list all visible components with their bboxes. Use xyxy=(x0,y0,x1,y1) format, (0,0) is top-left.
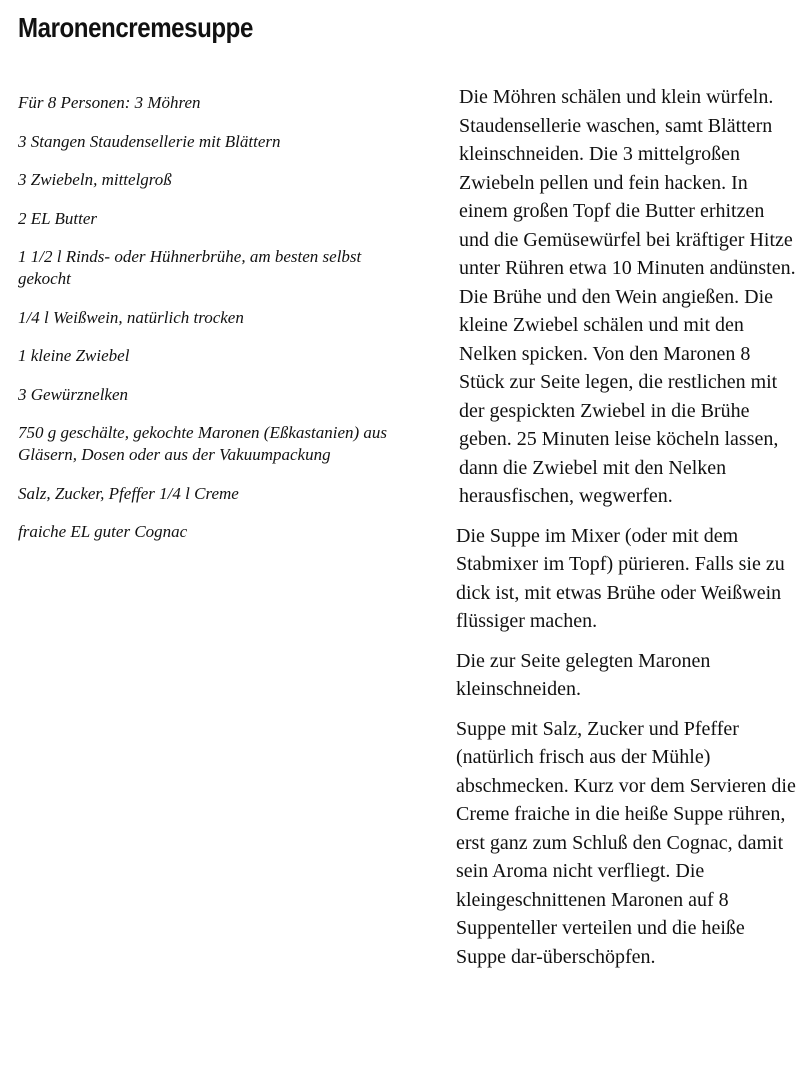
ingredient-item: Salz, Zucker, Pfeffer 1/4 l Creme xyxy=(18,483,239,503)
ingredient-item: 1 kleine Zwiebel xyxy=(18,346,130,365)
ingredient-item: fraiche EL guter Cognac xyxy=(18,522,188,541)
ingredient-item: Für 8 Personen: 3 Möhren xyxy=(18,93,201,112)
ingredient-item: 3 Zwiebeln, mittelgroß xyxy=(18,170,172,189)
ingredient-list xyxy=(18,92,393,560)
ingredient-item: 1/4 l Weißwein, natürlich trocken xyxy=(18,307,244,327)
instruction-paragraph: Die Möhren schälen und klein würfeln. Staudensellerie waschen, samt Blättern kleinschneiden. Die 3 mittelgroßen Zwiebeln pellen und fein hacken. In einem großen Topf die Butter erhitzen und die Gemüsewürfel bei kräftiger Hitze unter Rühren etwa 10 Minuten andünsten. Die Brühe und den Wein angießen. Die kleine Zwiebel schälen und mit den Nelken spicken. Von den Maronen 8 Stück zur Seite legen, die restlichen mit der gespickten Zwiebel in die Brühe geben. 25 Minuten leise köcheln lassen, dann die Zwiebel mit den Nelken herausfischen, wegwerfen. xyxy=(459,86,796,507)
ingredient-item: 3 Stangen Staudensellerie mit Blättern xyxy=(18,131,281,151)
ingredient-item: 3 Gewürznelken xyxy=(18,384,129,404)
ingredient-item: 750 g geschälte, gekochte Maronen (Eßkastanien) aus Gläsern, Dosen oder aus der Vakuumpackung xyxy=(18,423,388,464)
instructions xyxy=(456,83,799,982)
ingredient-item: 2 EL Butter xyxy=(18,208,98,228)
recipe-title: Maronencremesuppe xyxy=(18,12,253,43)
ingredient-item: 1 1/2 l Rinds- oder Hühnerbrühe, am besten selbst gekocht xyxy=(18,247,362,288)
instruction-paragraph: Die Suppe im Mixer (oder mit dem Stabmixer im Topf) pürieren. Falls sie zu dick ist, mit etwas Brühe oder Weißwein flüssiger machen. xyxy=(456,524,785,632)
instruction-paragraph: Suppe mit Salz, Zucker und Pfeffer (natürlich frisch aus der Mühle) abschmecken. Kurz vor dem Servieren die Creme fraiche in die heiße Suppe rühren, erst ganz zum Schluß den Cognac, damit sein Aroma nicht verfliegt. Die kleingeschnittenen Maronen auf 8 Suppenteller verteilen und die heiße Suppe dar-überschöpfen. xyxy=(456,717,796,968)
instruction-paragraph: Die zur Seite gelegten Maronen kleinschneiden. xyxy=(456,649,711,700)
